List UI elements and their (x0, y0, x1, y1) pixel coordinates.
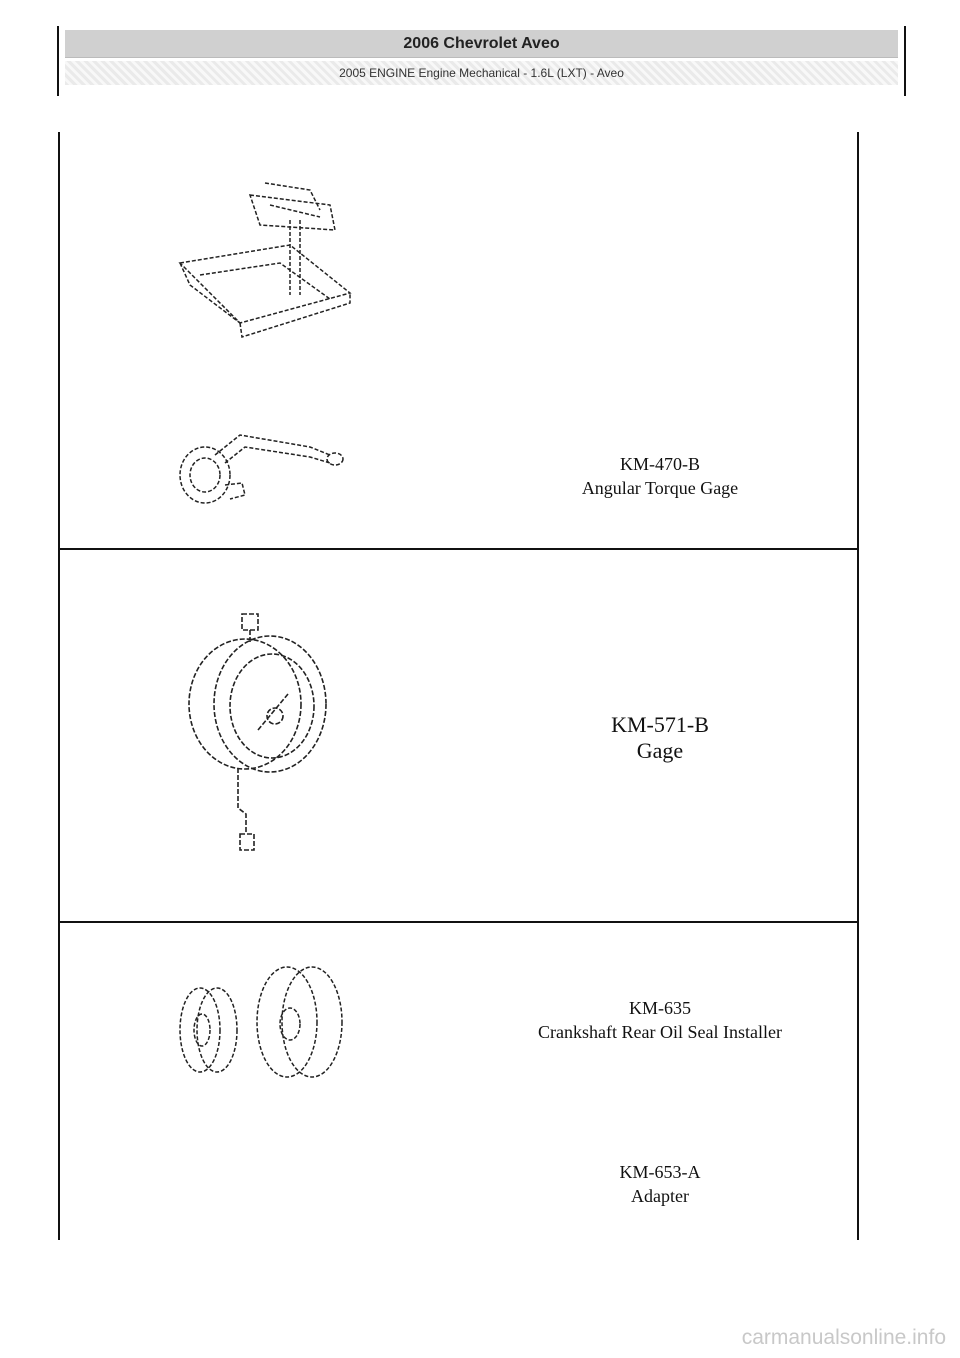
document-subtitle: 2005 ENGINE Engine Mechanical - 1.6L (LXT) - Aveo (65, 61, 898, 85)
table-right-border (857, 132, 859, 1240)
row-divider (58, 921, 859, 923)
header-left-border (57, 26, 59, 96)
document-title: 2006 Chevrolet Aveo (65, 30, 898, 58)
dial-gage-illustration (180, 608, 340, 863)
seal-installer-illustration (172, 962, 352, 1082)
tool-name: Gage (636, 738, 684, 763)
angular-torque-gage-illustration (170, 425, 350, 510)
tool-name: Crankshaft Rear Oil Seal Installer (538, 1022, 782, 1042)
tool-name: Adapter (631, 1186, 689, 1206)
tool-caption-km-635 (490, 996, 830, 1044)
table-left-border (58, 132, 60, 1240)
row-divider (58, 548, 859, 550)
tool-caption-km-653-a (560, 1160, 760, 1208)
tool-part-number: KM-470-B (620, 454, 700, 474)
watermark-link[interactable]: carmanualsonline.info (741, 1326, 946, 1349)
tool-part-number: KM-653-A (619, 1162, 701, 1182)
fixture-tool-illustration (170, 175, 360, 345)
tool-part-number: KM-571-B (611, 712, 709, 737)
tool-caption-km-470-b (540, 452, 780, 500)
tool-name: Angular Torque Gage (581, 478, 739, 498)
document-header (57, 26, 906, 96)
tool-caption-km-571-b (560, 712, 760, 764)
tool-part-number: KM-635 (629, 998, 691, 1018)
header-right-border (904, 26, 906, 96)
